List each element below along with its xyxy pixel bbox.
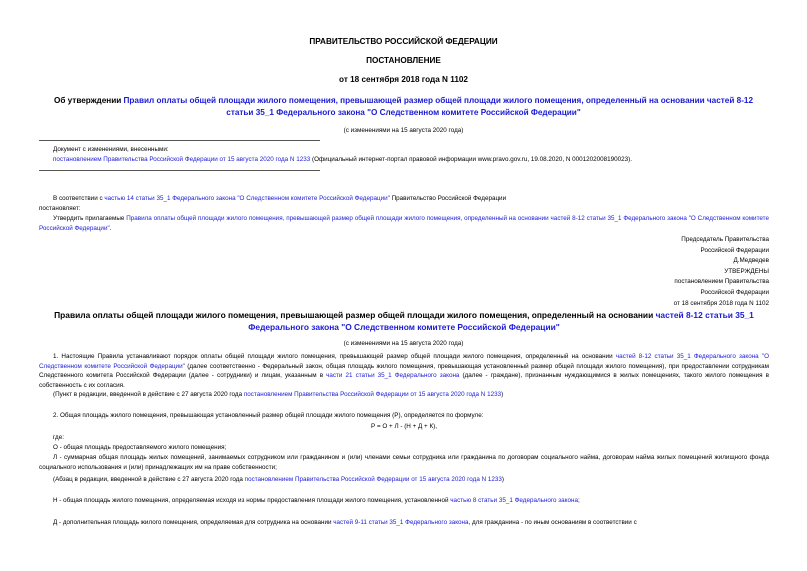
rules-title-link[interactable]: частей 8-12 статьи 35_1 Федерального закона "О Следственном комитете Российской Федерации"	[248, 310, 754, 332]
divider-bottom	[39, 170, 320, 171]
rules-p1-mid: (далее соответственно - Федеральный закон, общая площадь жилого помещения, превышающая установленный размер общей площади жилого помещения), при предоставлении сотрудникам Следственного комитета Российской Федерации (далее - сотрудники) и лицам, указанным в	[39, 362, 769, 380]
signature-line-4: УТВЕРЖДЕНЫ	[724, 267, 769, 275]
divider-top	[39, 140, 320, 141]
rules-note2-suffix: )	[501, 476, 505, 483]
title-link[interactable]: Правил оплаты общей площади жилого помещения, превышающей размер общей площади жилого помещения, определенный на основании частей 8-12 статьи 35_1 Федерального закона "О Следственном комитете Российской Федерации"	[123, 96, 754, 117]
rules-amended: (с изменениями на 15 августа 2020 года)	[343, 340, 464, 347]
signature-line-1: Председатель Правительства	[681, 236, 769, 243]
preamble-p2-prefix: Утвердить прилагаемые	[53, 215, 127, 222]
amended-note: (с изменениями на 15 августа 2020 года)	[343, 127, 464, 134]
rules-note2	[53, 475, 769, 485]
rules-n-suffix: ;	[578, 497, 580, 504]
preamble-p1-link[interactable]: частью 14 статьи 35_1 Федерального закона "О Следственном комитете Российской Федерации"	[104, 195, 390, 202]
document-title	[50, 95, 757, 118]
rules-p1	[39, 352, 769, 390]
signature-line-3: Д.Медведев	[733, 257, 769, 265]
preamble-decree: постановляет:	[39, 205, 81, 212]
signature-block	[569, 235, 769, 309]
rules-where: где:	[53, 434, 64, 441]
rules-note1-link[interactable]: постановлением Правительства Российской Федерации от 15 августа 2020 года N 1233	[243, 391, 502, 398]
title-prefix: Об утверждении	[53, 96, 124, 105]
rules-formula: Р = О + Л - (Н + Д + К),	[371, 423, 437, 430]
preamble-p2-suffix: .	[109, 224, 112, 232]
rules-d-link[interactable]: частей 9-11 статьи 35_1 Федерального закона	[333, 519, 469, 526]
doc-type-heading: ПОСТАНОВЛЕНИЕ	[366, 56, 441, 65]
preamble-p2	[39, 214, 769, 233]
rules-p2: 2. Общая площадь жилого помещения, превышающая установленный размер общей площади жилого помещения (Р), определяется по формуле:	[53, 412, 484, 419]
rules-note2-link[interactable]: постановлением Правительства Российской Федерации от 15 августа 2020 года N 1233	[244, 476, 502, 483]
rules-p1-suffix: (далее - граждане), признанным нуждающимися в жилых помещениях, такого жилого помещения в собственность с их согласия.	[39, 372, 769, 389]
preamble-p1	[53, 194, 769, 204]
preamble-p2-link[interactable]: Правила оплаты общей площади жилого помещения, превышающей размер общей площади жилого помещения, определенный на основании частей 8-12 статьи 35_1 Федерального закона "О Следственном комитете Российской Федерации"	[39, 215, 769, 232]
rules-p1-prefix: 1. Настоящие Правила устанавливают порядок оплаты общей площади жилого помещения, превышающей размер общей площади жилого помещения, определенный на основании	[53, 353, 616, 360]
rules-n-def	[53, 496, 769, 506]
rules-d-def	[53, 518, 769, 528]
signature-line-5: постановлением Правительства	[674, 278, 769, 286]
rules-note2-prefix: (Абзац в редакции, введенной в действие с 27 августа 2020 года	[53, 476, 245, 483]
preamble-p1-prefix: В соответствии с	[53, 195, 105, 202]
rules-note1-suffix: )	[501, 391, 504, 398]
rules-p1-link1[interactable]: частей 8-12 статьи 35_1 Федерального закона "О Следственном комитете Российской Федерации"	[39, 353, 769, 370]
signature-line-6: Российской Федерации	[700, 288, 769, 296]
changes-label: Документ с изменениями, внесенными:	[53, 146, 169, 153]
rules-title	[39, 310, 769, 333]
rules-d-prefix: Д - дополнительная площадь жилого помещения, определяемая для сотрудника на основании	[53, 519, 334, 526]
rules-n-prefix: Н - общая площадь жилого помещения, определяемая исходя из нормы предоставления площади жилого помещения, установленной	[53, 497, 451, 504]
rules-d-suffix: , для гражданина - по иным основаниям в соответствии с	[468, 519, 637, 526]
preamble-p1-suffix: Правительство Российской Федерации	[389, 195, 507, 202]
rules-note1-prefix: (Пункт в редакции, введенной в действие с 27 августа 2020 года	[53, 391, 244, 398]
date-number-heading: от 18 сентября 2018 года N 1102	[339, 75, 468, 84]
rules-o-def: О - общая площадь предоставляемого жилого помещения;	[53, 444, 227, 451]
rules-title-prefix: Правила оплаты общей площади жилого помещения, превышающей размер общей площади жилого помещения, определенный на основании	[54, 310, 656, 320]
signature-line-2: Российской Федерации	[700, 246, 769, 254]
rules-note1	[53, 390, 769, 400]
rules-l-def: Л - суммарная общая площадь жилых помещений, занимаемых сотрудником или гражданином и (или) членами семьи сотрудника или гражданина по договорам социального найма, договорам найма жилых помещений жилищного фонда социального использования и (или) принадлежащих им на праве собственности;	[39, 454, 769, 471]
changes-line	[53, 155, 769, 165]
rules-n-link[interactable]: частью 8 статьи 35_1 Федерального закона	[450, 497, 578, 504]
changes-link[interactable]: постановлением Правительства Российской Федерации от 15 августа 2020 года N 1233	[53, 156, 311, 163]
signature-line-7: от 18 сентября 2018 года N 1102	[673, 299, 769, 307]
government-heading: ПРАВИТЕЛЬСТВО РОССИЙСКОЙ ФЕДЕРАЦИИ	[309, 37, 498, 46]
rules-p1-link2[interactable]: части 21 статьи 35_1 Федерального закона	[326, 372, 460, 380]
changes-tail: (Официальный интернет-портал правовой информации www.pravo.gov.ru, 19.08.2020, N 0001202008190023).	[310, 156, 633, 163]
